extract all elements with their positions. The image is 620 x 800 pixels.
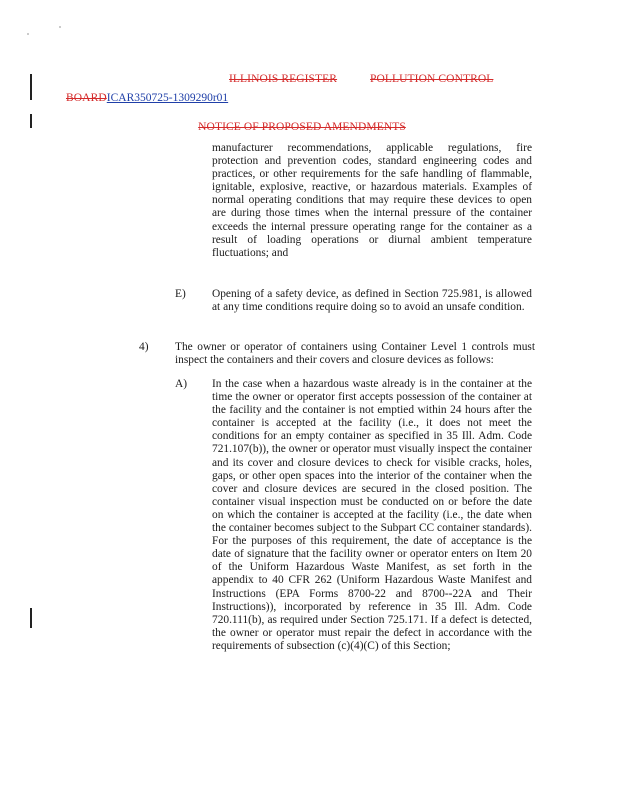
item-e-label: E) (175, 288, 186, 300)
board-title-deleted: POLLUTION CONTROL (370, 73, 494, 85)
item-e-text: Opening of a safety device, as defined in Section 725.981, is allowed at any time conditions require doing so to avoid an unsafe condition. (212, 288, 532, 314)
board-line (66, 88, 228, 106)
change-bar (30, 608, 32, 628)
continued-paragraph: manufacturer recommendations, applicable regulations, fire protection and prevention codes, standard engineering codes and practices, or other requirements for the safe handling of flammable, ignitable, explosive, reactive, or hazardous materials. Examples of normal operating conditions that may require these devices to open are during those times when the internal pressure of the container exceeds the internal pressure operating range for the container as a result of loading operations or diurnal ambient temperature fluctuations; and (212, 142, 532, 259)
notice-line (0, 117, 604, 135)
item-a-label: A) (175, 378, 188, 390)
scan-speck (59, 26, 61, 28)
item-a-text: In the case when a hazardous waste already is in the container at the time the owner or operator first accepts possession of the container at the facility and the container is not emptied within 24 hours after the container is accepted at the facility (i.e., it does not meet the conditions for an empty container as specified in 35 Ill. Adm. Code 721.107(b)), the owner or operator must visually inspect the container and its cover and closure devices to check for visible cracks, holes, gaps, or other open spaces into the interior of the container when the cover and closure devices are secured in the closed position. The container visual inspection must be conducted on or before the date on which the container is accepted at the facility (i.e., the date when the container becomes subject to the Subpart CC container standards). For the purposes of this requirement, the date of acceptance is the date of signature that the facility owner or operator enters on Item 20 of the Uniform Hazardous Waste Manifest, as set forth in the appendix to 40 CFR 262 (Uniform Hazardous Waste Manifest and Instructions (EPA Forms 8700-22 and 8700--22A and Their Instructions)), incorporated by reference in 35 Ill. Adm. Code 720.111(b), as required under Section 725.171. If a defect is detected, the owner or operator must repair the defect in accordance with the requirements of subsection (c)(4)(C) of this Section; (212, 378, 532, 652)
register-title-deleted: ILLINOIS REGISTER (229, 73, 338, 85)
register-header (0, 73, 620, 89)
item-4-label: 4) (139, 341, 149, 353)
document-id: ICAR350725-1309290r01 (106, 92, 229, 104)
scan-speck (27, 33, 29, 35)
board-title-deleted-cont: BOARD (66, 92, 107, 104)
item-4-text: The owner or operator of containers using Container Level 1 controls must inspect the containers and their covers and closure devices as follows: (175, 341, 535, 367)
notice-title-deleted: NOTICE OF PROPOSED AMENDMENTS (198, 121, 406, 133)
